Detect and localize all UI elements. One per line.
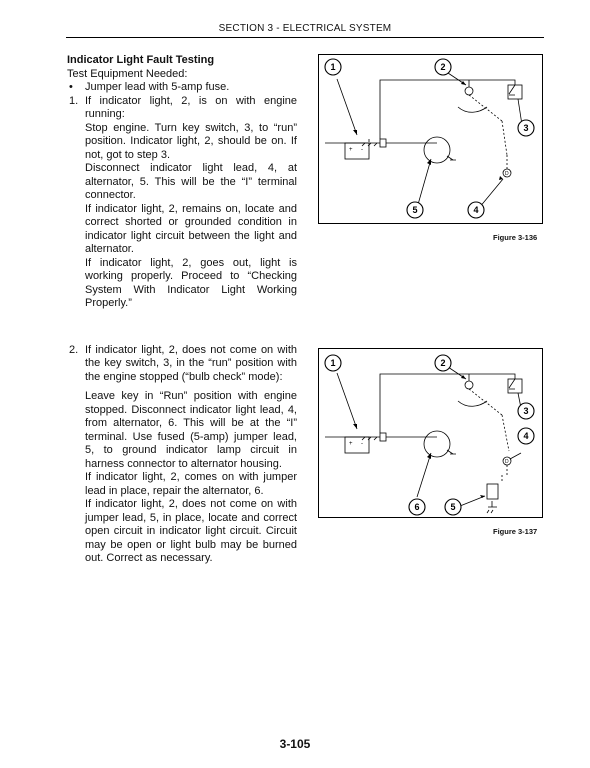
text-column <box>67 54 297 566</box>
leader-5 <box>417 159 431 208</box>
callout-2: 2 <box>440 358 446 368</box>
step-2 <box>67 344 297 385</box>
indicator-lead-2 <box>502 415 509 451</box>
figure-3-137-diagram <box>318 348 543 518</box>
ground-symbol <box>362 437 377 440</box>
page-number: 3-105 <box>279 737 311 751</box>
feed-wire <box>380 80 515 139</box>
step-2-text: If indicator light, 2, does not come on with the key switch, 3, in the “run” position with the engine stopped (“bulb check” mode): <box>85 343 297 383</box>
leader-5 <box>460 496 485 506</box>
leader-1 <box>337 373 357 429</box>
step-1-paragraph-1: Stop engine. Turn key switch, 3, to “run” position. Indicator light, 2, should be on. If not, got to step 3. <box>85 121 297 161</box>
curve-line <box>458 401 487 406</box>
terminal-letter: D <box>505 459 509 465</box>
callout-2: 2 <box>440 62 446 72</box>
fuse-holder <box>487 484 498 499</box>
section-title: Indicator Light Fault Testing <box>67 54 215 66</box>
curve-line <box>458 107 487 112</box>
equipment-bullet <box>67 81 297 95</box>
battery-minus: - <box>361 147 363 153</box>
leader-4 <box>479 179 503 208</box>
figure-3-137-caption: Figure 3-137 <box>493 527 538 536</box>
header-rule <box>66 37 544 38</box>
callout-3: 3 <box>523 123 529 133</box>
callout-4: 4 <box>473 205 479 215</box>
wiring-diagram-2 <box>319 349 542 517</box>
arrowhead-2 <box>461 375 466 379</box>
jumper-ground <box>487 501 497 513</box>
callout-6: 6 <box>414 502 420 512</box>
callout-1: 1 <box>330 62 336 72</box>
figure-3-136-caption: Figure 3-136 <box>493 233 538 242</box>
jumper-lead <box>502 465 507 483</box>
arrowhead-2 <box>461 81 466 85</box>
switch-contact <box>509 85 515 95</box>
battery-minus: - <box>361 441 363 447</box>
callout-4: 4 <box>523 431 529 441</box>
bulb-icon <box>465 381 473 389</box>
step-1-paragraph-4: If indicator light, 2, goes out, light is working properly. Proceed to “Checking System With Indicator Light Working Properly.” <box>85 256 297 309</box>
callout-5: 5 <box>450 502 456 512</box>
step-2-paragraph-3: If indicator light, 2, does not come on with jumper lead, 5, in place, locate and correct open circuit in indicator light circuit. Circuit may be open or light bulb may be burned out. Correct as necessary. <box>85 498 297 564</box>
indicator-lead-2 <box>502 121 507 155</box>
step-2-paragraph-1: Leave key in “Run” position with engine stopped. Disconnect indicator light lead, 4, from alternator, 6. This will be at the “I” terminal. Use fused (5-amp) jumper lead, 5, to ground indicator lamp circuit in harness connector to alternator housing. <box>85 390 297 470</box>
battery-plus: + <box>349 441 353 447</box>
callout-1: 1 <box>330 358 336 368</box>
leader-1 <box>337 79 357 135</box>
callout-5: 5 <box>412 205 418 215</box>
callout-3: 3 <box>523 406 529 416</box>
step-2-number: 2. <box>69 343 79 356</box>
figure-3-136-diagram <box>318 54 543 224</box>
terminal-letter: D <box>505 171 509 177</box>
step-1-text: If indicator light, 2, is on with engine running: <box>85 94 297 120</box>
alternator-icon <box>424 431 450 457</box>
bullet-text: Jumper lead with 5-amp fuse. <box>85 81 230 93</box>
fuse-box <box>380 433 386 441</box>
fuse-box <box>380 139 386 147</box>
leader-4 <box>510 453 521 459</box>
step-1 <box>67 95 297 122</box>
equipment-heading: Test Equipment Needed: <box>67 67 188 80</box>
step-1-number: 1. <box>69 94 79 107</box>
switch-contact <box>509 379 515 389</box>
section-header: SECTION 3 - ELECTRICAL SYSTEM <box>218 23 392 34</box>
feed-wire <box>380 374 515 433</box>
bulb-icon <box>465 87 473 95</box>
alt-ground <box>447 450 456 454</box>
step-1-paragraph-3: If indicator light, 2, remains on, locate and correct shorted or grounded condition in indicator light circuit between the light and alternator. <box>85 202 297 255</box>
step-1-paragraph-2: Disconnect indicator light lead, 4, at alternator, 5. This will be the “I” terminal connector. <box>85 162 297 201</box>
alternator-icon <box>424 137 450 163</box>
battery-plus: + <box>349 147 353 153</box>
leader-6 <box>417 453 431 497</box>
step-2-paragraph-2: If indicator light, 2, comes on with jumper lead in place, repair the alternator, 6. <box>85 471 297 497</box>
wiring-diagram-1 <box>319 55 542 223</box>
bullet-mark: • <box>69 81 73 93</box>
alt-ground <box>447 156 456 160</box>
ground-symbol <box>362 139 377 146</box>
